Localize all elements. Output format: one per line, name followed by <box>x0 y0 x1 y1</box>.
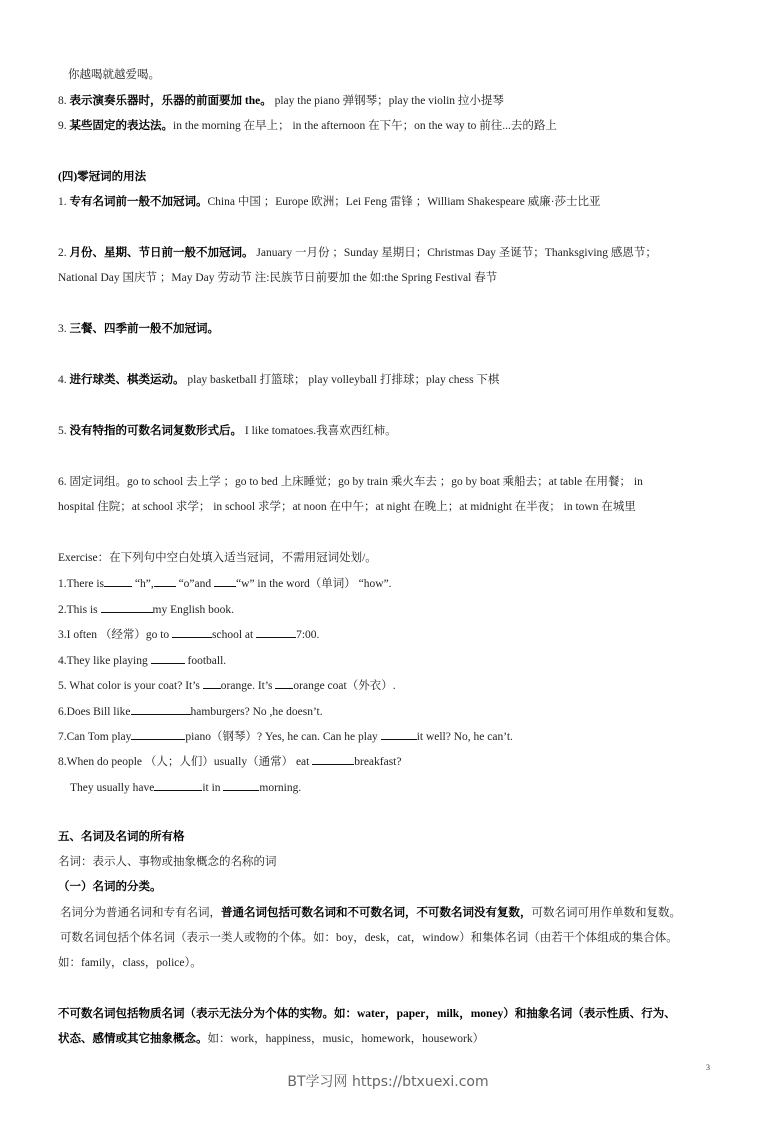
exercise-q1 <box>58 575 392 592</box>
rule-title: 没有特指的可数名词复数形式后。 <box>69 425 242 437</box>
para2-line2 <box>58 1031 484 1047</box>
answer-blank[interactable] <box>172 626 212 638</box>
rule-title: 月份、星期、节日前一般不加冠词。 <box>69 247 254 259</box>
rule-number: 2. <box>58 247 67 259</box>
zero-rule-1 <box>58 194 601 210</box>
rule-body: January 一月份 ；Sunday 星期日；Christmas Day 圣诞节；Thanksgiving 感恩节； <box>253 247 657 259</box>
q-text: football. <box>184 655 227 667</box>
q-text: 7.Can Tom play <box>58 731 132 743</box>
q-text: 1.There is <box>58 578 104 590</box>
answer-blank[interactable] <box>131 703 191 715</box>
q-text: 4.They like playing <box>58 655 151 667</box>
q-text: 5. What color is your coat? It’s <box>58 680 203 692</box>
q-text: 8.When do people （人；人们）usually（通常） eat <box>58 756 313 768</box>
noun-definition: 名词：表示人、事物或抽象概念的名称的词 <box>58 856 277 868</box>
answer-blank[interactable] <box>256 626 296 638</box>
watermark: BT学习网 https://btxuexi.com <box>287 1074 489 1090</box>
rule-9 <box>58 118 557 134</box>
q-text: “o”and <box>175 578 215 590</box>
zero-rule-6 <box>58 474 643 490</box>
q-text: 3.I often （经常）go to <box>58 629 173 641</box>
zero-rule-2 <box>58 245 657 261</box>
section-4-title: (四)零冠词的用法 <box>58 171 147 183</box>
answer-blank[interactable] <box>214 575 236 587</box>
rule-number: 8. <box>58 95 67 107</box>
exercise-q7 <box>58 728 513 745</box>
para2-line1: 不可数名词包括物质名词（表示无法分为个体的实物。如：water，paper，milk，money）和抽象名词（表示性质、行为、 <box>58 1008 676 1020</box>
rule-8 <box>58 93 504 109</box>
q-text: breakfast? <box>354 756 402 768</box>
rule-title: 表示演奏乐器时，乐器的前面要加 the。 <box>69 95 272 107</box>
answer-blank[interactable] <box>275 677 293 689</box>
exercise-q3 <box>58 626 319 643</box>
exercise-q8-cont <box>70 779 301 796</box>
para-bold-text: 普通名词包括可数名词和不可数名词，不可数名词没有复数， <box>221 907 532 919</box>
answer-blank[interactable] <box>381 728 417 740</box>
exercise-q2 <box>58 601 234 618</box>
rule-number: 6. <box>58 476 67 488</box>
answer-blank[interactable] <box>203 677 221 689</box>
rule-body: China 中国 ；Europe 欧洲；Lei Feng 雷锋 ；William Shakespeare 威廉·莎士比亚 <box>207 196 601 208</box>
para-text: 可数名词可用作单数和复数。 <box>531 907 681 919</box>
para-text: 名词分为普通名词和专有名词， <box>60 907 221 919</box>
q-text: 7:00. <box>296 629 320 641</box>
answer-blank[interactable] <box>154 779 202 791</box>
rule-title: 某些固定的表达法。 <box>69 120 173 132</box>
q-text: They usually have <box>70 782 155 794</box>
para-bold-text: 状态、感情或其它抽象概念。 <box>58 1033 208 1045</box>
zero-rule-2-cont: National Day 国庆节 ；May Day 劳动节 注:民族节日前要加 the 如:the Spring Festival 春节 <box>58 272 498 284</box>
para-text: 如：work，happiness，music，homework，housework） <box>207 1033 485 1045</box>
answer-blank[interactable] <box>312 753 354 765</box>
q-text: it in <box>202 782 224 794</box>
subsection-1-title: （一）名词的分类。 <box>58 881 162 893</box>
rule-title: 专有名词前一般不加冠词。 <box>69 196 208 208</box>
q-text: orange coat（外衣）. <box>293 680 396 692</box>
rule-number: 1. <box>58 196 67 208</box>
exercise-q5 <box>58 677 396 694</box>
answer-blank[interactable] <box>154 575 176 587</box>
zero-rule-6-cont: hospital 住院；at school 求学； in school 求学；at noon 在中午；at night 在晚上；at midnight 在半夜； in town 在城里 <box>58 501 636 513</box>
q-text: 6.Does Bill like <box>58 706 131 718</box>
zero-rule-4 <box>58 372 499 388</box>
rule-body: play the piano 弹钢琴；play the violin 拉小提琴 <box>271 95 504 107</box>
q-text: piano（钢琴）? Yes, he can. Can he play <box>185 731 381 743</box>
q-text: “h”, <box>131 578 154 590</box>
rule-body: play basketball 打篮球； play volleyball 打排球；play chess 下棋 <box>184 374 500 386</box>
q-text: my English book. <box>152 604 234 616</box>
q-text: morning. <box>259 782 302 794</box>
q-text: it well? No, he can’t. <box>416 731 513 743</box>
rule-body: 固定词组。go to school 去上学 ；go to bed 上床睡觉；go by train 乘火车去 ；go by boat 乘船去；at table 在用餐； in <box>69 476 643 488</box>
zero-rule-3 <box>58 321 219 337</box>
exercise-q4 <box>58 652 226 669</box>
q-text: hamburgers? No ,he doesn’t. <box>190 706 323 718</box>
rule-body: I like tomatoes.我喜欢西红柿。 <box>242 425 397 437</box>
exercise-q6 <box>58 703 323 720</box>
rule-title: 三餐、四季前一般不加冠词。 <box>69 323 219 335</box>
answer-blank[interactable] <box>223 779 259 791</box>
q-text: orange. It’s <box>220 680 276 692</box>
rule-number: 9. <box>58 120 67 132</box>
zero-rule-5 <box>58 423 397 439</box>
rule-number: 5. <box>58 425 67 437</box>
answer-blank[interactable] <box>151 652 185 664</box>
para1-line2: 可数名词包括个体名词（表示一类人或物的个体。如：boy，desk，cat，window）和集体名词（由若干个体组成的集合体。 <box>60 932 678 944</box>
rule-title: 进行球类、棋类运动。 <box>69 374 185 386</box>
para1-line3: 如：family，class，police）。 <box>58 957 202 969</box>
rule-number: 3. <box>58 323 67 335</box>
section-5-title: 五、名词及名词的所有格 <box>58 831 185 843</box>
q-text: “w” in the word（单词） “how”. <box>236 578 392 590</box>
answer-blank[interactable] <box>101 601 153 613</box>
exercise-q8 <box>58 753 401 770</box>
q-text: school at <box>212 629 257 641</box>
rule-number: 4. <box>58 374 67 386</box>
page-number: 3 <box>706 1063 710 1072</box>
answer-blank[interactable] <box>131 728 185 740</box>
rule-body: in the morning 在早上； in the afternoon 在下午；on the way to 前往...去的路上 <box>173 120 557 132</box>
top-fragment: 你越喝就越爱喝。 <box>68 69 160 81</box>
q-text: 2.This is <box>58 604 101 616</box>
answer-blank[interactable] <box>104 575 132 587</box>
exercise-intro: Exercise：在下列句中空白处填入适当冠词，不需用冠词处划/。 <box>58 552 377 564</box>
para1-line1 <box>60 905 681 921</box>
